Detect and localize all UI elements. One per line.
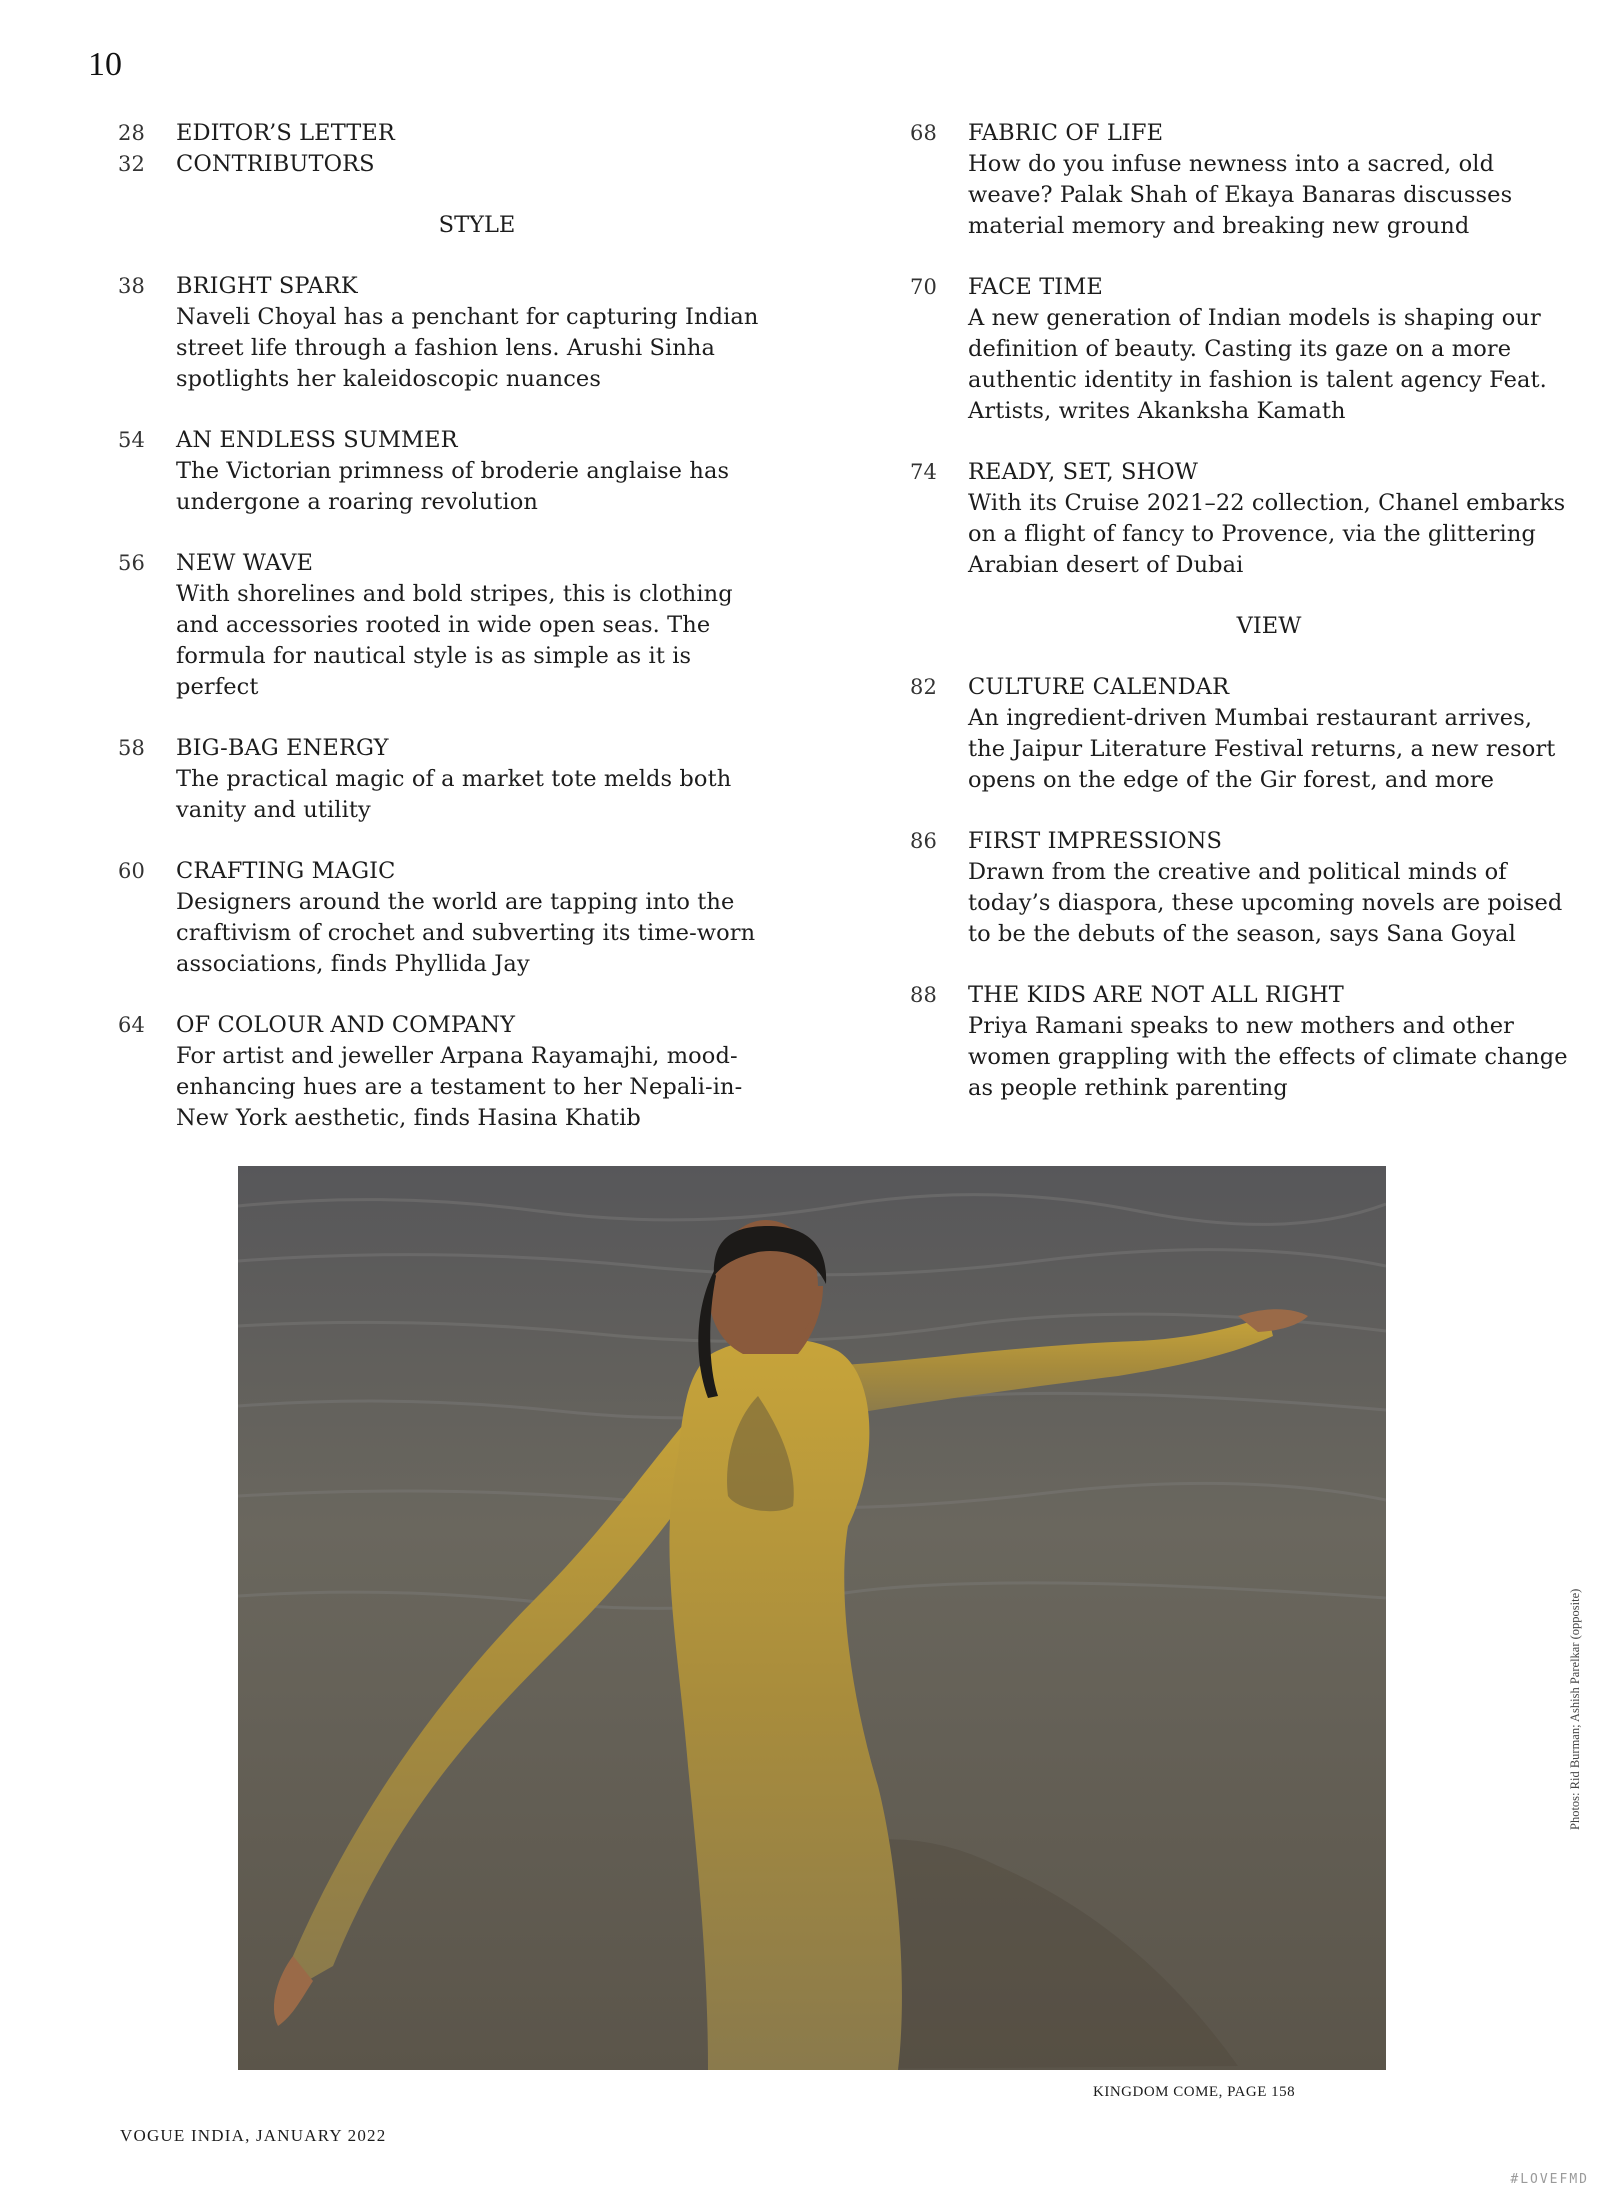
toc-entry-title: FACE TIME (968, 274, 1103, 300)
toc-entry-description: Priya Ramani speaks to new mothers and other women grappling with the effects of climate change as people rethink parenting (968, 1013, 1568, 1101)
toc-entry-title: CULTURE CALENDAR (968, 674, 1230, 700)
toc-entry[interactable] (118, 149, 778, 180)
toc-entry-description: With its Cruise 2021–22 collection, Chanel embarks on a flight of fancy to Provence, via the glittering Arabian desert of Dubai (968, 490, 1566, 578)
toc-entry-page: 32 (118, 152, 145, 176)
toc-entry[interactable] (910, 457, 1570, 581)
photo-credit: Photos: Rid Burman; Ashish Parelkar (opposite) (1568, 1588, 1582, 1830)
page-number: 10 (88, 46, 122, 83)
toc-entry-description: Designers around the world are tapping into the craftivism of crochet and subverting its time-worn associations, finds Phyllida Jay (176, 889, 756, 977)
toc-entry-title: AN ENDLESS SUMMER (176, 427, 458, 453)
toc-entry-title: CRAFTING MAGIC (176, 858, 396, 884)
toc-entry-page: 60 (118, 859, 145, 883)
toc-entry-description: Naveli Choyal has a penchant for capturing Indian street life through a fashion lens. Arushi Sinha spotlights her kaleidoscopic nuances (176, 304, 759, 392)
toc-entry-page: 38 (118, 274, 145, 298)
feature-photo (238, 1166, 1386, 2070)
toc-entry-page: 88 (910, 983, 937, 1007)
toc-entry[interactable] (118, 1010, 778, 1134)
toc-entry-description: A new generation of Indian models is shaping our definition of beauty. Casting its gaze on a more authentic identity in fashion is talent agency Feat. Artists, writes Akanksha Kamath (968, 305, 1547, 424)
watermark: #LOVEFMD (1510, 2172, 1589, 2187)
toc-entry[interactable] (910, 272, 1570, 427)
toc-entry-page: 54 (118, 428, 145, 452)
toc-entry[interactable] (118, 425, 778, 518)
toc-entry[interactable] (910, 826, 1570, 950)
toc-entry[interactable] (118, 733, 778, 826)
toc-entry-page: 70 (910, 275, 937, 299)
toc-entry[interactable] (118, 271, 778, 395)
footer-issue-line: VOGUE INDIA, JANUARY 2022 (120, 2126, 387, 2145)
toc-entry-description: For artist and jeweller Arpana Rayamajhi, mood-enhancing hues are a testament to her Nepali-in-New York aesthetic, finds Hasina Khatib (176, 1043, 743, 1131)
toc-entry-title: FIRST IMPRESSIONS (968, 828, 1223, 854)
toc-entry-title: CONTRIBUTORS (176, 151, 375, 177)
toc-entry-page: 64 (118, 1013, 145, 1037)
toc-entry-description: An ingredient-driven Mumbai restaurant arrives, the Jaipur Literature Festival returns, a new resort opens on the edge of the Gir forest, and more (968, 705, 1556, 793)
toc-entry-title: THE KIDS ARE NOT ALL RIGHT (968, 982, 1344, 1008)
toc-entry-page: 86 (910, 829, 937, 853)
toc-entry-title: READY, SET, SHOW (968, 459, 1198, 485)
toc-entry[interactable] (910, 118, 1570, 242)
photo-caption: KINGDOM COME, PAGE 158 (1093, 2084, 1296, 2100)
toc-entry-title: FABRIC OF LIFE (968, 120, 1164, 146)
toc-entry[interactable] (910, 980, 1570, 1104)
toc-section-heading: STYLE (438, 212, 516, 238)
toc-entry-title: EDITOR’S LETTER (176, 120, 395, 146)
toc-entry-description: How do you infuse newness into a sacred, old weave? Palak Shah of Ekaya Banaras discusses material memory and breaking new ground (968, 151, 1513, 239)
toc-entry[interactable] (910, 672, 1570, 796)
toc-entry[interactable] (118, 548, 778, 703)
toc-entry-title: BIG-BAG ENERGY (176, 735, 389, 761)
toc-entry-page: 74 (910, 460, 937, 484)
toc-entry-title: NEW WAVE (176, 550, 313, 576)
toc-left-column (118, 118, 778, 1134)
toc-entry-description: With shorelines and bold stripes, this is clothing and accessories rooted in wide open seas. The formula for nautical style is as simple as it is perfect (176, 581, 733, 700)
toc-entry-description: The Victorian primness of broderie anglaise has undergone a roaring revolution (176, 458, 730, 515)
toc-entry-page: 82 (910, 675, 937, 699)
toc-entry[interactable] (118, 118, 778, 149)
toc-entry-page: 56 (118, 551, 145, 575)
toc-entry-page: 68 (910, 121, 937, 145)
toc-right-column (910, 118, 1570, 1104)
toc-entry-description: Drawn from the creative and political minds of today’s diaspora, these upcoming novels are poised to be the debuts of the season, says Sana Goyal (968, 859, 1563, 947)
toc-entry-description: The practical magic of a market tote melds both vanity and utility (176, 766, 732, 823)
toc-entry-title: BRIGHT SPARK (176, 273, 358, 299)
toc-entry[interactable] (118, 856, 778, 980)
toc-entry-page: 28 (118, 121, 145, 145)
toc-entry-page: 58 (118, 736, 145, 760)
toc-entry-title: OF COLOUR AND COMPANY (176, 1012, 516, 1038)
toc-section-heading: VIEW (1236, 613, 1302, 639)
